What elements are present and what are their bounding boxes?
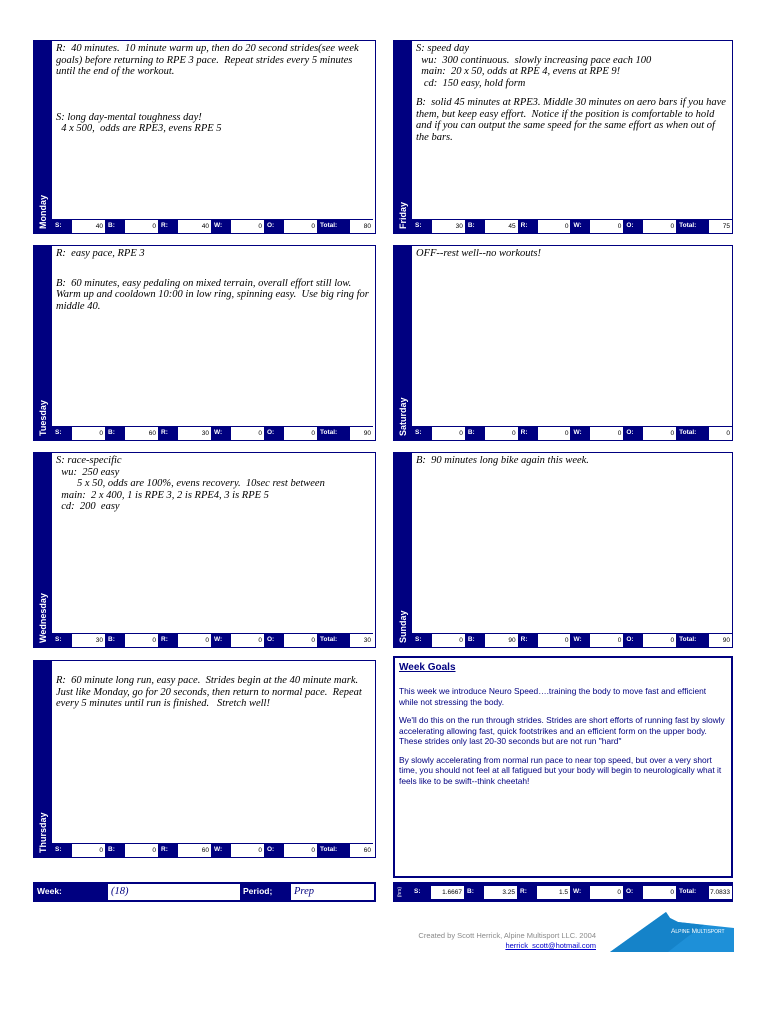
stats-row: [52, 426, 375, 440]
week-label: Week:: [37, 886, 62, 896]
stats-row: [412, 219, 732, 233]
week-value: (18): [108, 884, 240, 900]
stat-label-s: S:: [411, 885, 431, 899]
stat-value-w: 0: [231, 633, 264, 647]
stat-value-total: 80: [350, 219, 373, 233]
stats-row: [412, 633, 732, 647]
stat-label-total: Total:: [317, 843, 350, 857]
week-period-bar: [33, 882, 376, 902]
stat-label-o: O:: [264, 633, 284, 647]
email-link[interactable]: herrick_scott@hotmail.com: [505, 941, 596, 950]
day-notes: [56, 248, 372, 312]
day-label: Monday: [38, 194, 48, 229]
day-strip: [394, 41, 412, 233]
stat-label-s: S:: [52, 843, 72, 857]
note-line: R: 60 minute long run, easy pace. Strides begin at the 40 minute mark. Just like Monday, go for 20 seconds, then return to normal pace. Repeat every 5 minutes until run is finished. Stretch well!: [56, 675, 365, 709]
stat-label-o: O:: [264, 219, 284, 233]
stat-value-total: 75: [709, 219, 732, 233]
note-line: B: solid 45 minutes at RPE3. Middle 30 minutes on aero bars if you have them, but keep easy effort. Notice if the position is comfortable to hold and if you can output the same speed for the same effort as when out of the bars.: [416, 97, 729, 143]
stat-label-s: S:: [412, 219, 432, 233]
stat-label-w: W:: [570, 426, 590, 440]
stat-value-s: 0: [72, 843, 105, 857]
stat-value-r: 1.5: [537, 885, 570, 899]
day-notes: [56, 43, 369, 135]
alpine-multisport-logo: [608, 908, 738, 954]
stat-label-b: B:: [465, 219, 485, 233]
stat-value-s: 0: [72, 426, 105, 440]
stats-row: [412, 426, 732, 440]
stat-value-o: 0: [284, 426, 317, 440]
day-notes: [416, 248, 726, 260]
day-card-tuesday: [33, 245, 376, 441]
stat-value-w: 0: [231, 426, 264, 440]
stat-label-r: R:: [158, 843, 178, 857]
day-label: Friday: [398, 201, 408, 229]
stat-value-r: 0: [538, 426, 571, 440]
stat-value-s: 1.6667: [431, 885, 464, 899]
stat-label-b: B:: [465, 633, 485, 647]
stat-value-s: 0: [432, 426, 465, 440]
logo-text: Alpine Multisport: [671, 928, 725, 935]
stat-label-r: R:: [158, 426, 178, 440]
stat-value-r: 40: [178, 219, 211, 233]
stat-label-r: R:: [158, 633, 178, 647]
stat-value-b: 0: [125, 633, 158, 647]
stat-label-total: Total:: [317, 219, 350, 233]
stat-value-w: 0: [231, 843, 264, 857]
day-strip: [34, 453, 52, 647]
stat-value-total: 90: [350, 426, 373, 440]
stat-value-b: 0: [125, 843, 158, 857]
stat-value-o: 0: [284, 843, 317, 857]
stat-label-r: R:: [518, 426, 538, 440]
stat-value-o: 0: [643, 885, 676, 899]
stat-label-o: O:: [623, 633, 643, 647]
stat-label-s: S:: [412, 426, 432, 440]
stat-label-s: S:: [52, 219, 72, 233]
stats-row: [52, 843, 375, 857]
stat-label-total: Total:: [676, 426, 709, 440]
note-line: B: 90 minutes long bike again this week.: [416, 455, 589, 466]
stat-value-o: 0: [643, 426, 676, 440]
day-notes: [56, 455, 369, 513]
footer-credit: [396, 931, 596, 951]
goals-paragraph: By slowly accelerating from normal run pace to near top speed, but over a very short time, you should not feel at all fatigued but your body will begin to neurologically what it feels like to be swift--think cheetah!: [399, 754, 722, 786]
stat-label-b: B:: [105, 633, 125, 647]
stat-value-r: 0: [178, 633, 211, 647]
stat-value-b: 90: [485, 633, 518, 647]
day-label: Tuesday: [38, 400, 48, 436]
stats-row: [411, 885, 733, 899]
stat-value-b: 45: [485, 219, 518, 233]
stat-value-b: 60: [125, 426, 158, 440]
stat-value-total: 0: [709, 426, 732, 440]
day-notes: [416, 43, 729, 143]
stat-label-o: O:: [264, 843, 284, 857]
day-card-monday: [33, 40, 376, 234]
day-card-saturday: [393, 245, 733, 441]
note-line: R: 40 minutes. 10 minute warm up, then do 20 second strides(see week goals) before returning to RPE 3 pace. Repeat strides every 5 minutes until the end of the workout.: [56, 43, 362, 77]
stat-value-total: 7.0833: [709, 885, 732, 899]
stat-value-total: 60: [350, 843, 373, 857]
week-goals-text: [399, 686, 727, 794]
stat-label-b: B:: [105, 219, 125, 233]
hours-tag: (hrs): [397, 887, 403, 898]
stats-row: [52, 633, 375, 647]
stat-value-r: 30: [178, 426, 211, 440]
period-value: Prep: [291, 884, 374, 900]
stat-label-w: W:: [570, 633, 590, 647]
note-line: OFF--rest well--no workouts!: [416, 248, 542, 259]
note-line: S: long day-mental toughness day! 4 x 500, odds are RPE3, evens RPE 5: [56, 111, 222, 134]
day-label: Thursday: [38, 812, 48, 853]
day-card-sunday: [393, 452, 733, 648]
stat-value-r: 0: [538, 219, 571, 233]
stat-label-total: Total:: [676, 633, 709, 647]
stat-value-total: 90: [709, 633, 732, 647]
day-label: Saturday: [398, 397, 408, 436]
stat-value-s: 30: [72, 633, 105, 647]
stat-label-s: S:: [52, 426, 72, 440]
day-strip: [394, 246, 412, 440]
note-line: R: easy pace, RPE 3: [56, 248, 145, 259]
stat-value-w: 0: [590, 219, 623, 233]
day-strip: [394, 453, 412, 647]
note-line: S: speed day wu: 300 continuous. slowly increasing pace each 100 main: 20 x 50, odds at RPE 4, evens at RPE 9! cd: 150 easy, hold form: [416, 43, 652, 89]
week-goals-panel: [393, 656, 733, 878]
stat-value-o: 0: [284, 633, 317, 647]
note-line: S: race-specific wu: 250 easy 5 x 50, odds are 100%, evens recovery. 10sec rest between main: 2 x 400, 1 is RPE 3, 2 is RPE4, 3 is RPE 5 cd: 200 easy: [56, 455, 325, 512]
stat-label-w: W:: [570, 219, 590, 233]
day-label: Wednesday: [38, 593, 48, 643]
stat-label-b: B:: [464, 885, 484, 899]
stat-label-r: R:: [518, 219, 538, 233]
stat-label-w: W:: [570, 885, 590, 899]
stat-value-r: 0: [538, 633, 571, 647]
stat-value-r: 60: [178, 843, 211, 857]
stat-label-b: B:: [465, 426, 485, 440]
stat-label-s: S:: [412, 633, 432, 647]
stat-label-r: R:: [517, 885, 537, 899]
day-notes: [416, 455, 726, 467]
period-label: Period;: [243, 886, 273, 896]
stat-value-s: 0: [432, 633, 465, 647]
day-label: Sunday: [398, 610, 408, 643]
stats-row: [52, 219, 375, 233]
day-card-thursday: [33, 660, 376, 858]
stat-value-w: 0: [231, 219, 264, 233]
day-notes: [56, 675, 369, 710]
stat-label-w: W:: [211, 426, 231, 440]
stat-value-b: 0: [485, 426, 518, 440]
stat-value-o: 0: [643, 633, 676, 647]
goals-paragraph: We'll do this on the run through strides. Strides are short efforts of running fast by slowly accelerating allowing fast, quick footstrikes and an efficient form on the upper body. These strides only last 20-30 seconds but are not run "hard": [399, 715, 725, 746]
note-line: B: 60 minutes, easy pedaling on mixed terrain, overall effort still low. Warm up and cooldown 10:00 in low ring, spinning easy. Use big ring for middle 40.: [56, 277, 372, 312]
week-goals-title: Week Goals: [399, 662, 456, 673]
stat-label-total: Total:: [317, 426, 350, 440]
stat-label-o: O:: [623, 426, 643, 440]
stat-label-w: W:: [211, 633, 231, 647]
stat-label-b: B:: [105, 426, 125, 440]
stat-label-r: R:: [158, 219, 178, 233]
stat-label-total: Total:: [676, 219, 709, 233]
stat-value-s: 30: [432, 219, 465, 233]
stat-label-r: R:: [518, 633, 538, 647]
stat-label-w: W:: [211, 843, 231, 857]
stat-value-b: 3.25: [484, 885, 517, 899]
credit-text: Created by Scott Herrick, Alpine Multisport LLC. 2004: [418, 931, 596, 940]
stat-label-b: B:: [105, 843, 125, 857]
stat-value-s: 40: [72, 219, 105, 233]
stat-label-o: O:: [623, 219, 643, 233]
stat-value-w: 0: [590, 885, 623, 899]
day-strip: [34, 246, 52, 440]
stat-value-total: 30: [350, 633, 373, 647]
stat-value-b: 0: [125, 219, 158, 233]
day-strip: [34, 41, 52, 233]
stat-label-total: Total:: [676, 885, 709, 899]
stat-label-o: O:: [264, 426, 284, 440]
stat-label-s: S:: [52, 633, 72, 647]
day-card-friday: [393, 40, 733, 234]
goals-paragraph: This week we introduce Neuro Speed….training the body to move fast and efficient while not stressing the body.: [399, 686, 707, 707]
stat-value-o: 0: [284, 219, 317, 233]
stat-label-total: Total:: [317, 633, 350, 647]
weekly-totals-bar: [393, 882, 733, 902]
day-card-wednesday: [33, 452, 376, 648]
stat-label-w: W:: [211, 219, 231, 233]
day-strip: [34, 661, 52, 857]
stat-value-w: 0: [590, 633, 623, 647]
stat-label-o: O:: [623, 885, 643, 899]
stat-value-w: 0: [590, 426, 623, 440]
stat-value-o: 0: [643, 219, 676, 233]
